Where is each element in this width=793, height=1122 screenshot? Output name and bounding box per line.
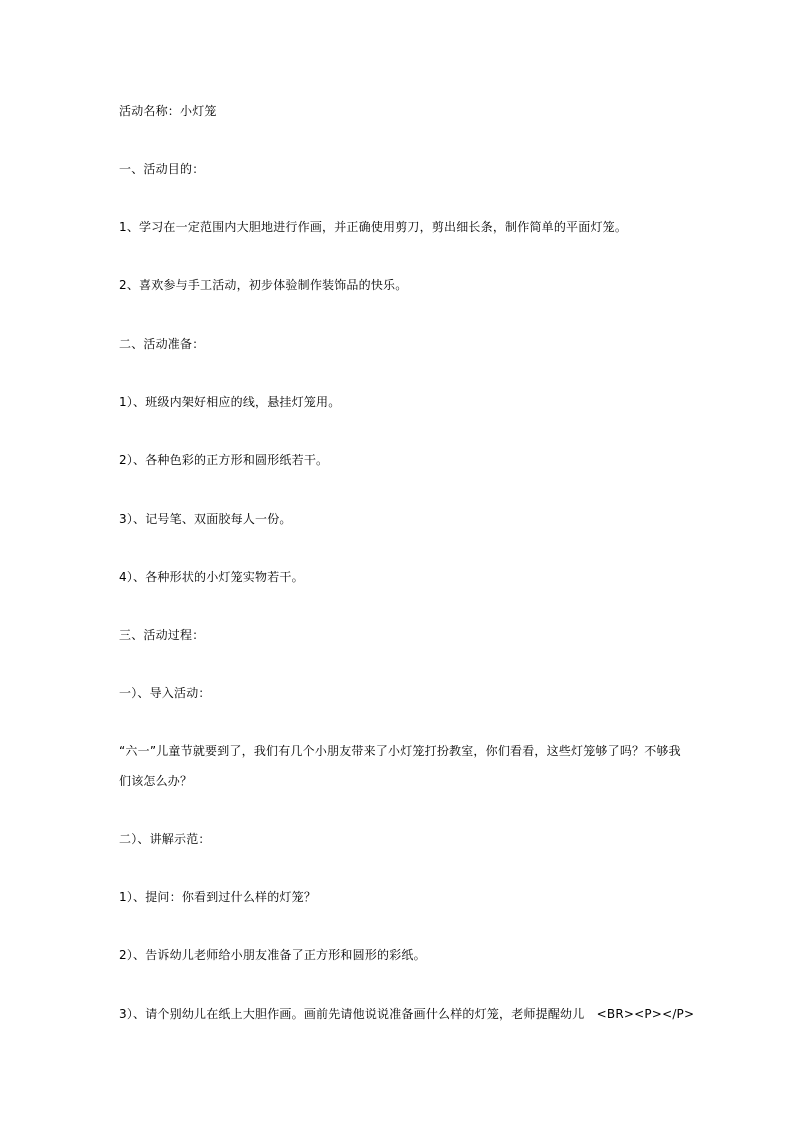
demo-item-1: 1）、提问：你看到过什么样的灯笼？ [119, 890, 317, 904]
activity-title: 活动名称：小灯笼 [119, 104, 217, 118]
prep-item-2: 2）、各种色彩的正方形和圆形纸若干。 [119, 453, 329, 467]
step-heading-intro: 一）、导入活动： [119, 686, 211, 700]
goal-item-1: 1、学习在一定范围内大胆地进行作画，并正确使用剪刀，剪出细长条，制作简单的平面灯笼。 [119, 220, 628, 234]
prep-item-1: 1）、班级内架好相应的线，悬挂灯笼用。 [119, 395, 341, 409]
demo-item-2: 2）、告诉幼儿老师给小朋友准备了正方形和圆形的彩纸。 [119, 948, 426, 962]
intro-paragraph-line-2: 们该怎么办？ [119, 774, 193, 788]
section-heading-preparation: 二、活动准备： [119, 337, 205, 351]
demo-item-3: 3）、请个别幼儿在纸上大胆作画。画前先请他说说准备画什么样的灯笼，老师提醒幼儿 <BR><P></P> [119, 1007, 695, 1021]
prep-item-4: 4）、各种形状的小灯笼实物若干。 [119, 570, 304, 584]
step-heading-demo: 二）、讲解示范： [119, 832, 211, 846]
section-heading-goals: 一、活动目的： [119, 162, 205, 176]
intro-paragraph-line-1: “六一”儿童节就要到了，我们有几个小朋友带来了小灯笼打扮教室，你们看看，这些灯笼够了吗？不够我 [119, 744, 681, 758]
goal-item-2: 2、喜欢参与手工活动，初步体验制作装饰品的快乐。 [119, 278, 408, 292]
section-heading-process: 三、活动过程： [119, 628, 205, 642]
prep-item-3: 3）、记号笔、双面胶每人一份。 [119, 512, 292, 526]
